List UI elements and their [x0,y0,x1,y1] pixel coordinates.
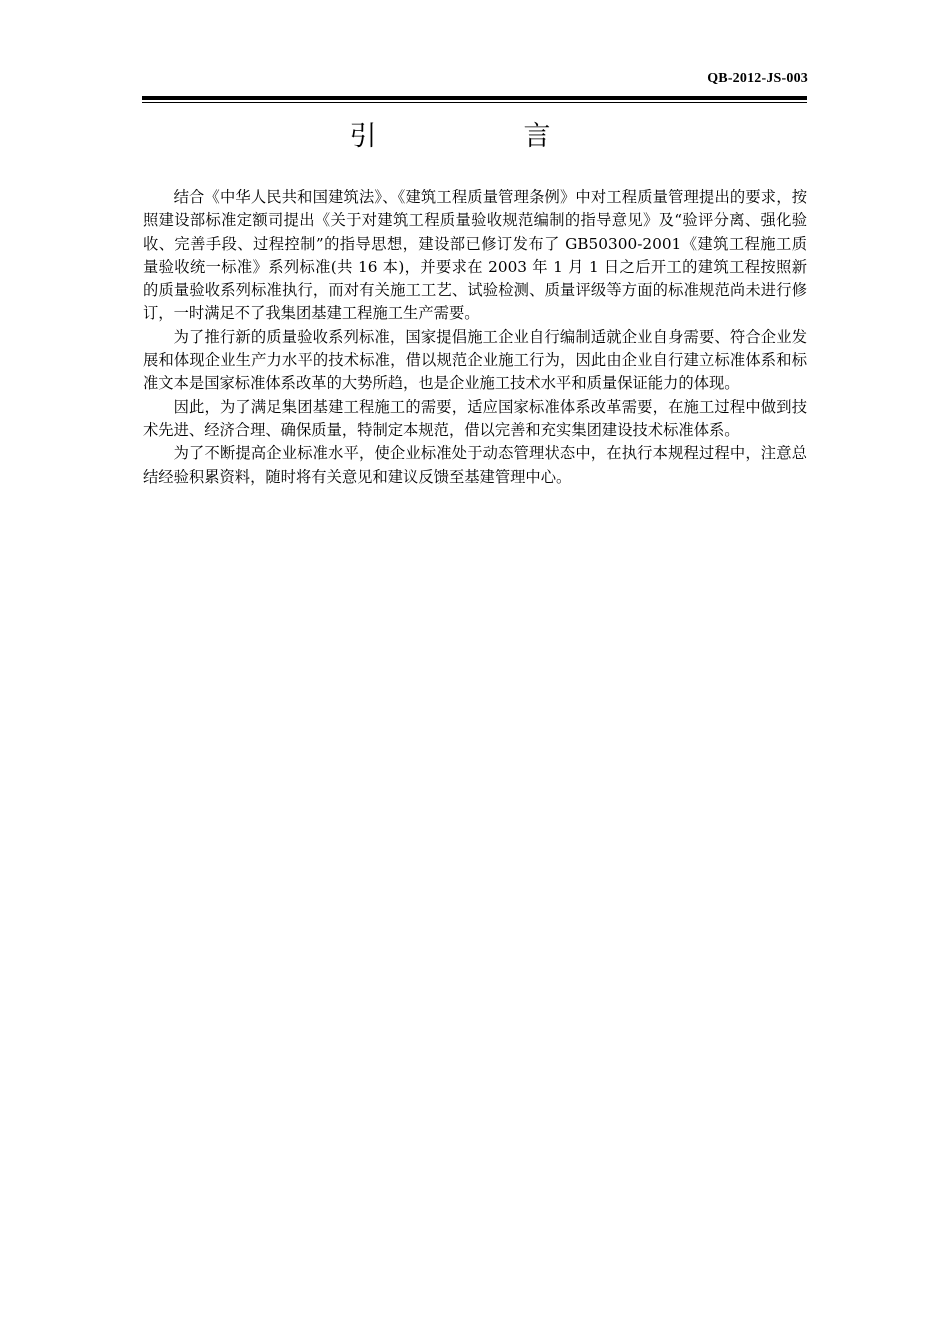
paragraph-2: 为了推行新的质量验收系列标准，国家提倡施工企业自行编制适就企业自身需要、符合企业发展和体现企业生产力水平的技术标准，借以规范企业施工行为，因此由企业自行建立标准体系和标准文本是国家标准体系改革的大势所趋，也是企业施工技术水平和质量保证能力的体现。 [143,327,807,393]
document-code: QB-2012-JS-003 [707,71,808,86]
paragraph-3: 因此，为了满足集团基建工程施工的需要，适应国家标准体系改革需要，在施工过程中做到技术先进、经济合理、确保质量，特制定本规范，借以完善和充实集团建设技术标准体系。 [143,397,807,439]
page-title: 引 言 [349,121,611,152]
body-text [143,186,807,489]
header-double-rule [142,96,807,103]
paragraph-4: 为了不断提高企业标准水平，使企业标准处于动态管理状态中，在执行本规程过程中，注意总结经验积累资料，随时将有关意见和建议反馈至基建管理中心。 [143,444,807,486]
paragraph-1: 结合《中华人民共和国建筑法》、《建筑工程质量管理条例》中对工程质量管理提出的要求，按照建设部标准定额司提出《关于对建筑工程质量验收规范编制的指导意见》及“验评分离、强化验收、完善手段、过程控制”的指导思想，建设部已修订发布了 GB50300-2001《建筑工程施工质量验收统一标准》系列标准(共 16 本)，并要求在 2003 年 1 月 1 日之后开工的建筑工程按照新的质量验收系列标准执行，而对有关施工工艺、试验检测、质量评级等方面的标准规范尚未进行修订，一时满足不了我集团基建工程施工生产需要。 [143,188,807,323]
header-rule-thin [142,102,807,103]
